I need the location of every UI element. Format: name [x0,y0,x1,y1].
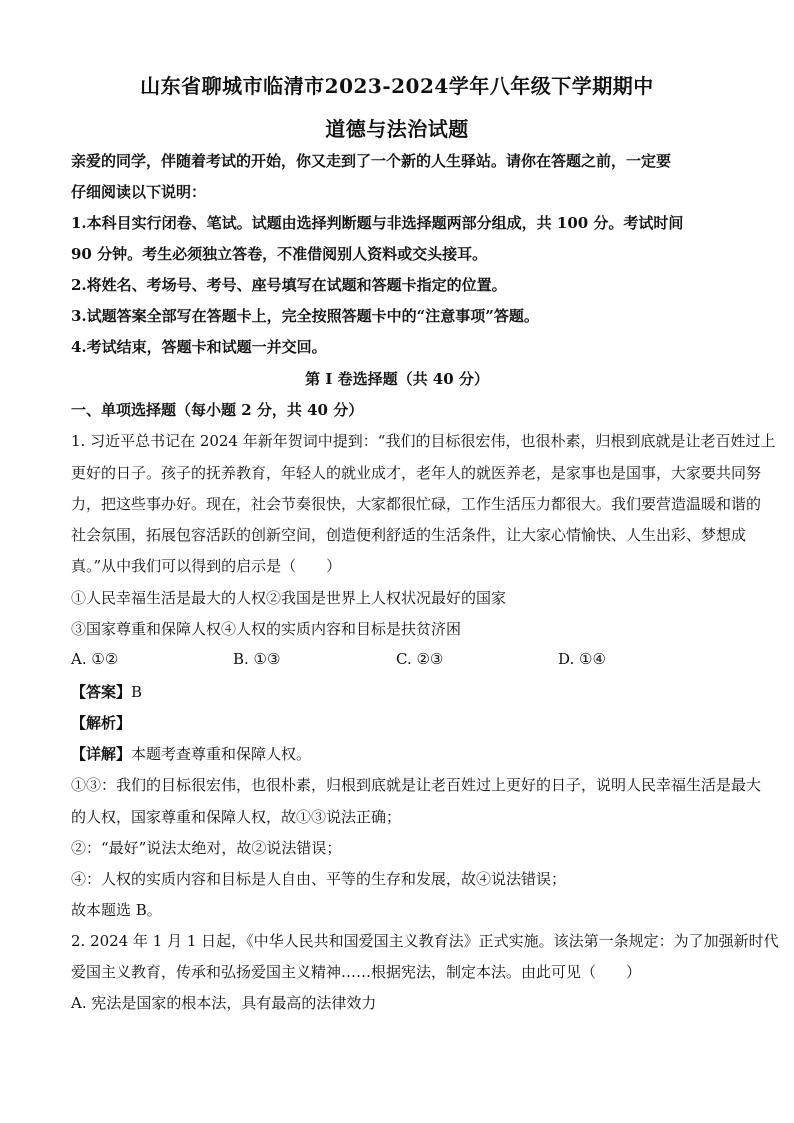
intro-greeting: 亲爱的同学，伴随着考试的开始，你又走到了一个新的人生驿站。请你在答题之前，一定要 [71,152,672,170]
rule-3: 3.试题答案全部写在答题卡上，完全按照答题卡中的“注意事项”答题。 [71,307,539,325]
rule-1: 1.本科目实行闭卷、笔试。试题由选择判断题与非选择题两部分组成，共 100 分。考试时间 [71,214,684,232]
q1-choice-a: A. ①② [71,650,119,668]
part-heading: 一、单项选择题（每小题 2 分，共 40 分） [71,401,364,419]
q1-answer [71,681,731,702]
q2-stem-line2: 爱国主义教育，传承和弘扬爱国主义精神……根据宪法，制定本法。由此可见（ ） [71,963,642,981]
q1-choice-b: B. ①③ [233,650,281,668]
q2-choice-a: A. 宪法是国家的根本法，具有最高的法律效力 [71,994,377,1012]
q1-explain-1-cont: 的人权，国家尊重和保障人权，故①③说法正确； [71,808,402,826]
exam-title-line2: 道德与法治试题 [325,117,469,141]
q1-explain-2: ②：“最好”说法太绝对，故②说法错误； [71,839,342,857]
q2-stem-line1: 2. 2024 年 1 月 1 日起，《中华人民共和国爱国主义教育法》正式实施。该法第一条规定：为了加强新时代 [71,932,779,950]
exam-title-line1: 山东省聊城市临清市2023-2024学年八年级下学期期中 [140,74,654,98]
detail-tag: 【详解】 [71,745,132,763]
answer-tag: 【答案】 [71,683,132,701]
rule-4: 4.考试结束，答题卡和试题一并交回。 [71,338,327,356]
q1-choice-d: D. ①④ [558,650,606,668]
q1-stem-line1: 1. 习近平总书记在 2024 年新年贺词中提到：“我们的目标很宏伟，也很朴素，归根到底就是让老百姓过上 [71,432,776,450]
q1-conclusion: 故本题选 B。 [71,901,162,919]
q1-stem-line2: 更好的日子。孩子的抚养教育，年轻人的就业成才，老年人的就医养老，是家事也是国事，大家要共同努 [71,464,762,482]
q1-stem-line4: 社会氛围，拓展包容活跃的创新空间，创造便利舒适的生活条件，让大家心情愉快、人生出彩、梦想成 [71,526,747,544]
rule-1-cont: 90 分钟。考生必须独立答卷，不准借阅别人资料或交头接耳。 [71,245,488,263]
q1-stem-line5: 真。”从中我们可以得到的启示是（ ） [71,557,342,575]
q1-analysis-tag [71,712,731,733]
q1-choice-c: C. ②③ [396,650,444,668]
answer-value: B [131,683,143,701]
analysis-tag: 【解析】 [71,714,132,732]
q1-explain-3: ④：人权的实质内容和目标是人自由、平等的生存和发展，故④说法错误； [71,870,567,888]
q1-explain-1: ①③：我们的目标很宏伟，也很朴素，归根到底就是让老百姓过上更好的日子，说明人民幸福生活是最大 [71,776,762,794]
volume-heading: 第 I 卷选择题（共 40 分） [305,370,489,388]
q1-statements-3-4: ③国家尊重和保障人权④人权的实质内容和目标是扶贫济困 [71,620,462,638]
intro-greeting-cont: 仔细阅读以下说明： [71,183,207,201]
q1-statements-1-2: ①人民幸福生活是最大的人权②我国是世界上人权状况最好的国家 [71,589,507,607]
detail-text: 本题考查尊重和保障人权。 [131,745,312,763]
q1-detail [71,743,731,764]
rule-2: 2.将姓名、考场号、考号、座号填写在试题和答题卡指定的位置。 [71,276,507,294]
q1-stem-line3: 力，把这些事办好。现在，社会节奏很快，大家都很忙碌，工作生活压力都很大。我们要营造温暖和谐的 [71,495,762,513]
